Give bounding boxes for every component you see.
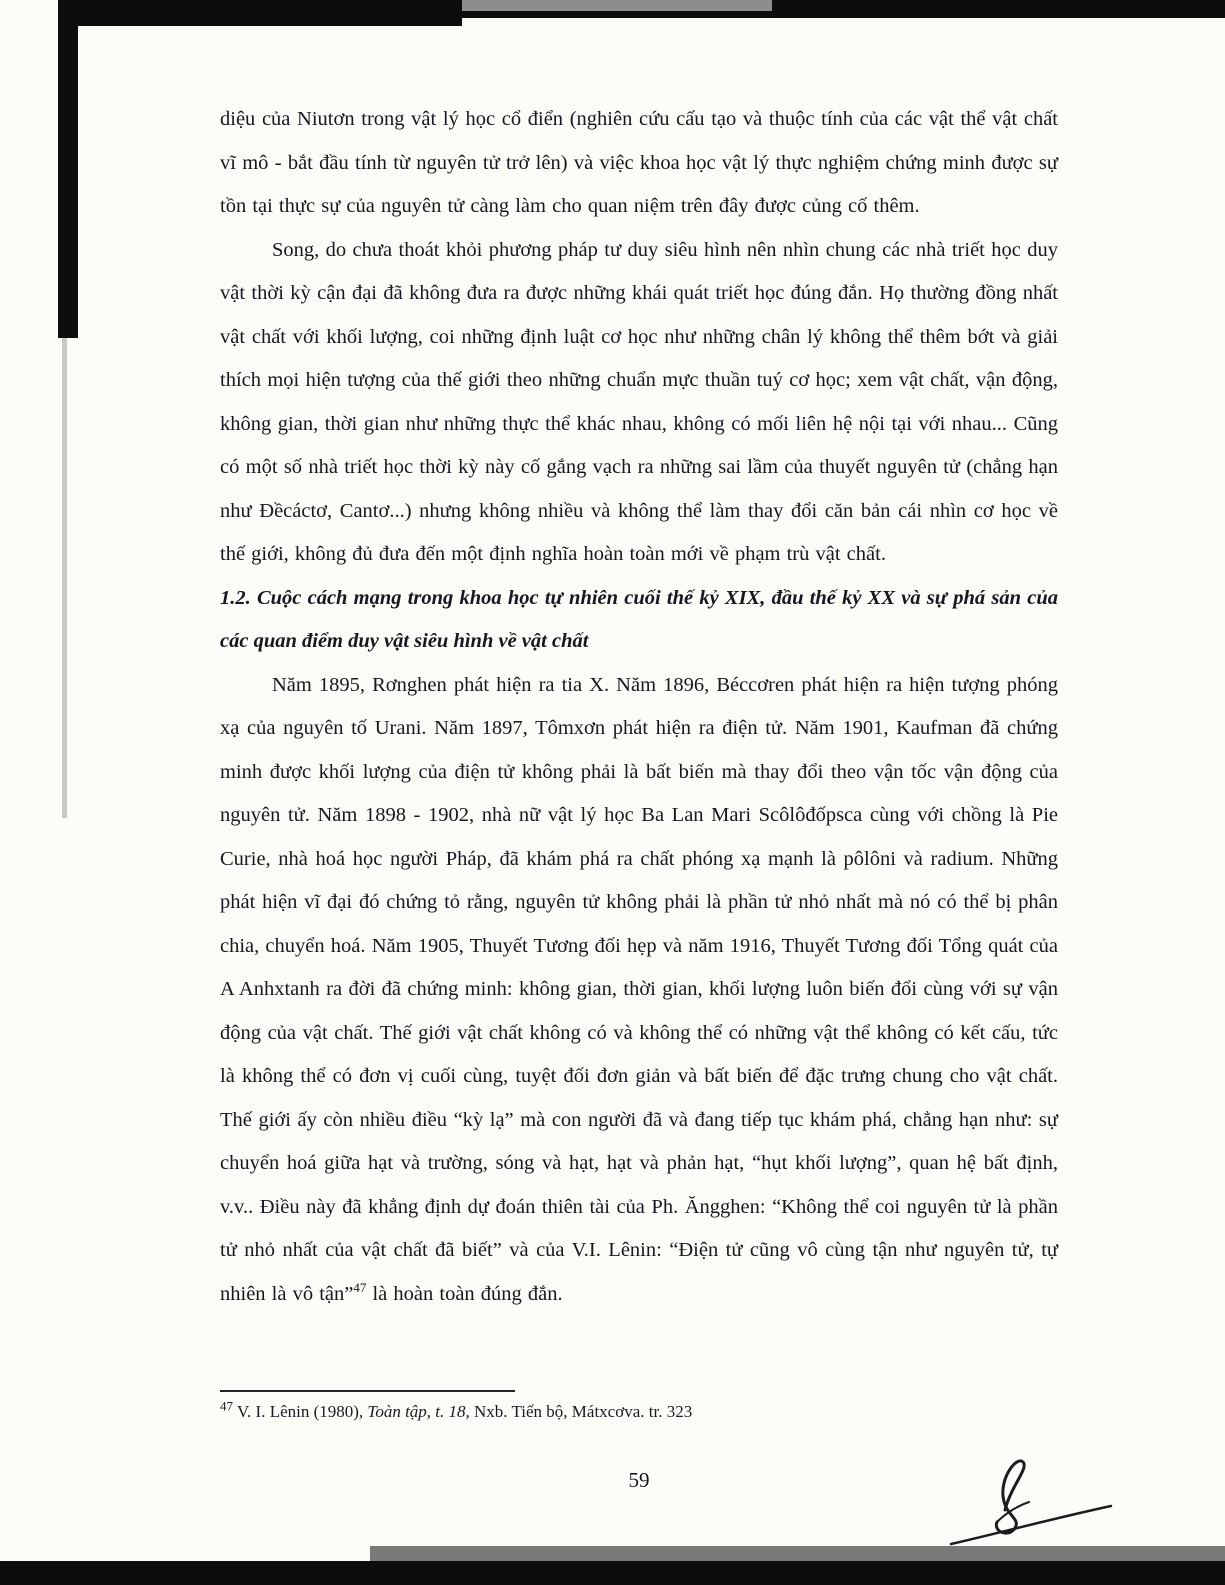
- footnote-marker: 47: [220, 1398, 233, 1414]
- page-number: 59: [628, 1468, 650, 1492]
- paragraph-continuation: diệu của Niutơn trong vật lý học cổ điển (nghiên cứu cấu tạo và thuộc tính của các vật thể vật chất vĩ mô - bắt đầu tính từ nguyên tử trở lên) và việc khoa học vật lý thực nghiệm chứng minh được sự tồn tại thực sự của nguyên tử càng làm cho quan niệm trên đây được củng cố thêm.: [220, 108, 1058, 217]
- section-heading: 1.2. Cuộc cách mạng trong khoa học tự nhiên cuối thế kỷ XIX, đầu thế kỷ XX và sự phá sản của các quan điểm duy vật siêu hình về vật chất: [220, 586, 1058, 652]
- paragraph-3: [220, 664, 1058, 1317]
- paragraph-2: Song, do chưa thoát khỏi phương pháp tư duy siêu hình nên nhìn chung các nhà triết học duy vật thời kỳ cận đại đã không đưa ra được những khái quát triết học đúng đắn. Họ thường đồng nhất vật chất với khối lượng, coi những định luật cơ học như những chân lý không thể thêm bớt và giải thích mọi hiện tượng của thế giới theo những chuẩn mực thuần tuý cơ học; xem vật chất, vận động, không gian, thời gian như những thực thể khác nhau, không có mối liên hệ nội tại với nhau... Cũng có một số nhà triết học thời kỳ này cố gắng vạch ra những sai lầm của thuyết nguyên tử (chẳng hạn như Đềcáctơ, Cantơ...) nhưng không nhiều và không thể làm thay đổi căn bản cái nhìn cơ học về thế giới, không đủ đưa đến một định nghĩa hoàn toàn mới về phạm trù vật chất.: [220, 238, 1058, 565]
- signature-mark: [945, 1448, 1115, 1553]
- text-block: [220, 98, 1058, 1316]
- scan-edge-top-left: [62, 0, 462, 26]
- scan-edge-left-faint: [62, 338, 67, 818]
- footnote-text-pre: V. I. Lênin (1980),: [233, 1402, 368, 1421]
- paragraph-3-text: Năm 1895, Rơnghen phát hiện ra tia X. Năm 1896, Béccơren phát hiện ra hiện tượng phóng xạ của nguyên tố Urani. Năm 1897, Tômxơn phát hiện ra điện tử. Năm 1901, Kaufman đã chứng minh được khối lượng của điện tử không phải là bất biến mà thay đổi theo vận tốc vận động của nguyên tử. Năm 1898 - 1902, nhà nữ vật lý học Ba Lan Mari Scôlôđốpsca cùng với chồng là Pie Curie, nhà hoá học người Pháp, đã khám phá ra chất phóng xạ mạnh là pôlôni và radium. Những phát hiện vĩ đại đó chứng tỏ rằng, nguyên tử không phải là phần tử nhỏ nhất mà nó có thể bị phân chia, chuyển hoá. Năm 1905, Thuyết Tương đối hẹp và năm 1916, Thuyết Tương đối Tổng quát của A Anhxtanh ra đời đã chứng minh: không gian, thời gian, khối lượng luôn biến đổi cùng với sự vận động của vật chất. Thế giới vật chất không có và không thể có những vật thể không có kết cấu, tức là không thể có đơn vị cuối cùng, tuyệt đối đơn giản và bất biến để đặc trưng chung cho vật chất. Thế giới ấy còn nhiều điều “kỳ lạ” mà con người đã và đang tiếp tục khám phá, chẳng hạn như: sự chuyển hoá giữa hạt và trường, sóng và hạt, hạt và phản hạt, “hụt khối lượng”, quan hệ bất định, v.v.. Điều này đã khẳng định dự đoán thiên tài của Ph. Ăngghen: “Không thể coi nguyên tử là phần tử nhỏ nhất của vật chất đã biết” và của V.I. Lênin: “Điện tử cũng vô cùng tận như nguyên tử, tự nhiên là vô tận”: [220, 673, 1058, 1305]
- footnote-area: [220, 1390, 1058, 1424]
- footnote: [220, 1400, 1058, 1424]
- paragraph-3-tail: là hoàn toàn đúng đắn.: [366, 1282, 563, 1305]
- footnote-text-italic: Toàn tập, t. 18,: [367, 1402, 470, 1421]
- footnote-divider: [220, 1390, 515, 1392]
- scan-edge-bottom: [0, 1561, 1225, 1585]
- footnote-reference-47: 47: [353, 1279, 367, 1295]
- scan-edge-left: [58, 0, 78, 338]
- scan-edge-top-gray: [462, 0, 772, 11]
- footnote-text-post: Nxb. Tiến bộ, Mátxcơva. tr. 323: [469, 1402, 693, 1421]
